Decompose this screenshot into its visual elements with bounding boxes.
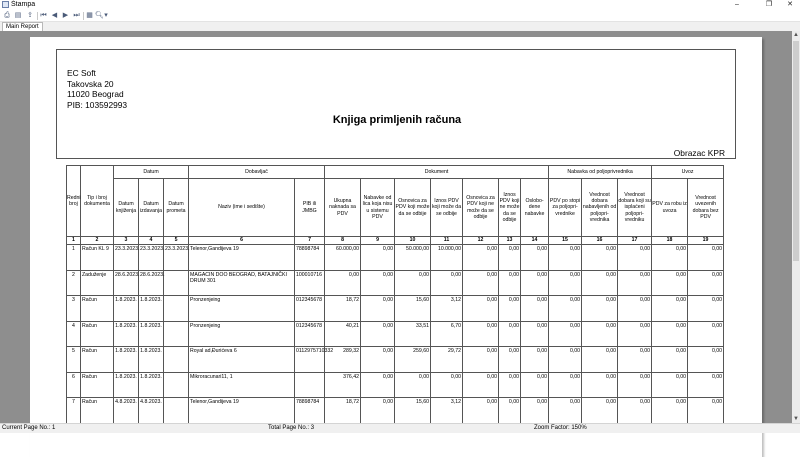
table-cell: 7: [67, 398, 81, 424]
table-cell: 0,00: [499, 321, 521, 347]
total-page-status: Total Page No.: 3: [268, 425, 315, 431]
table-cell: MAGACIN DOO BEOGRAD, BATAJNIČKI DRUM 301: [189, 270, 295, 296]
table-cell: 0,00: [652, 321, 688, 347]
prev-page-icon[interactable]: ◀: [51, 12, 58, 19]
table-cell: 1.8.2023.: [114, 347, 139, 373]
table-cell: 0,00: [688, 372, 724, 398]
table-cell: 0,00: [521, 372, 549, 398]
table-cell: Račun: [81, 398, 114, 424]
table-cell: 40,21: [325, 321, 361, 347]
table-cell: 1.8.2023.: [139, 347, 164, 373]
scrollbar-thumb[interactable]: [793, 41, 799, 261]
company-street: Takovska 20: [67, 78, 114, 89]
table-row: [67, 245, 724, 271]
table-cell: 100010716: [295, 270, 325, 296]
table-cell: 0,00: [361, 321, 395, 347]
print-setup-icon[interactable]: ▤: [14, 12, 22, 19]
table-cell: 0,00: [361, 372, 395, 398]
company-pib: PIB: 103592993: [67, 99, 128, 110]
col-header: Iznos PDV koji ne može da se odbije: [499, 179, 521, 237]
table-cell: 0,00: [395, 372, 431, 398]
col-number: 8: [325, 237, 361, 245]
table-cell: 0,00: [549, 398, 582, 424]
table-cell: 0,00: [499, 245, 521, 271]
table-cell: 0,00: [582, 245, 618, 271]
col-number: 4: [139, 237, 164, 245]
table-cell: 3,12: [431, 296, 463, 322]
table-cell: [295, 372, 325, 398]
toolbar-separator: [37, 12, 38, 20]
scroll-up-icon[interactable]: ▲: [793, 32, 799, 38]
col-header: Osnovica za PDV koji može da se odbije: [395, 179, 431, 237]
table-cell: 1.8.2023.: [114, 296, 139, 322]
table-cell: 0112975710332: [295, 347, 325, 373]
table-cell: 0,00: [582, 321, 618, 347]
col-header: Datum prometa: [164, 179, 189, 237]
table-cell: 012345678: [295, 321, 325, 347]
table-cell: 0,00: [431, 372, 463, 398]
app-icon: [2, 1, 9, 8]
table-cell: Račun: [81, 347, 114, 373]
col-number: 6: [189, 237, 295, 245]
col-number: 11: [431, 237, 463, 245]
toolbar: [0, 10, 800, 22]
table-cell: [164, 372, 189, 398]
table-cell: 6: [67, 372, 81, 398]
table-cell: 0,00: [463, 245, 499, 271]
table-cell: 33,51: [395, 321, 431, 347]
table-cell: 0,00: [361, 347, 395, 373]
table-cell: 0,00: [652, 372, 688, 398]
table-cell: 3: [67, 296, 81, 322]
col-header: Vrednost dobara nabavljenih od poljopri-vrednika: [582, 179, 618, 237]
table-cell: 289,32: [325, 347, 361, 373]
table-cell: 0,00: [549, 245, 582, 271]
form-name: Obrazac KPR: [673, 148, 725, 158]
next-page-icon[interactable]: ▶: [62, 12, 69, 19]
table-cell: 0,00: [652, 270, 688, 296]
col-number: 2: [81, 237, 114, 245]
col-header: Vrednost uvezenih dobara bez PDV: [688, 179, 724, 237]
report-header: [56, 49, 736, 159]
zoom-status: Zoom Factor: 150%: [534, 425, 587, 431]
table-cell: 0,00: [549, 372, 582, 398]
table-cell: 0,00: [361, 270, 395, 296]
table-cell: 1.8.2023.: [139, 296, 164, 322]
group-header-dobavljac: Dobavljač: [189, 166, 325, 179]
table-cell: 259,60: [395, 347, 431, 373]
table-cell: 0,00: [395, 270, 431, 296]
group-tree-icon[interactable]: ▦: [86, 12, 93, 19]
table-cell: Pronzenjeing: [189, 296, 295, 322]
table-cell: 0,00: [549, 296, 582, 322]
last-page-icon[interactable]: ⏭: [73, 12, 80, 19]
scroll-down-icon[interactable]: ▼: [793, 416, 799, 422]
tab-main-report[interactable]: Main Report: [2, 22, 43, 31]
table-row: [67, 398, 724, 424]
table-cell: 0,00: [618, 296, 652, 322]
table-cell: 0,00: [618, 321, 652, 347]
table-cell: 4: [67, 321, 81, 347]
table-cell: 78898784: [295, 398, 325, 424]
table-cell: 29,72: [431, 347, 463, 373]
col-number: 17: [618, 237, 652, 245]
col-number: 15: [549, 237, 582, 245]
table-cell: [164, 347, 189, 373]
table-cell: Zaduženje: [81, 270, 114, 296]
table-cell: 0,00: [582, 398, 618, 424]
table-cell: 18,72: [325, 296, 361, 322]
table-cell: [164, 270, 189, 296]
table-cell: 0,00: [688, 321, 724, 347]
col-header: PDV za robu iz uvoza: [652, 179, 688, 237]
table-cell: 0,00: [499, 347, 521, 373]
current-page-status: Current Page No.: 1: [2, 425, 56, 431]
table-cell: 23.3.2023.: [114, 245, 139, 271]
table-cell: 0,00: [582, 270, 618, 296]
company-info: [67, 68, 127, 110]
group-header-uvoz: Uvoz: [652, 166, 724, 179]
maximize-button[interactable]: ❐: [765, 1, 773, 8]
kpr-table: [66, 165, 724, 424]
col-number: 12: [463, 237, 499, 245]
table-cell: 1: [67, 245, 81, 271]
table-cell: 1.8.2023.: [139, 372, 164, 398]
table-cell: [164, 296, 189, 322]
export-icon[interactable]: ⇪: [27, 12, 33, 19]
table-cell: 0,00: [618, 245, 652, 271]
col-header: Vrednost dobara koji su isplaćeni poljopri-vredniku: [618, 179, 652, 237]
table-cell: 18,72: [325, 398, 361, 424]
table-cell: 15,60: [395, 296, 431, 322]
col-number: 5: [164, 237, 189, 245]
table-cell: 1.8.2023.: [114, 321, 139, 347]
table-cell: 15,60: [395, 398, 431, 424]
table-row: [67, 372, 724, 398]
table-cell: 28.6.2023.: [139, 270, 164, 296]
minimize-button[interactable]: –: [735, 1, 739, 8]
table-cell: 0,00: [521, 398, 549, 424]
group-header-nabavka: Nabavka od poljoprivrednika: [549, 166, 652, 179]
table-cell: 012345678: [295, 296, 325, 322]
table-cell: 0,00: [521, 296, 549, 322]
table-cell: 0,00: [618, 347, 652, 373]
table-cell: Pronzenjeing: [189, 321, 295, 347]
col-number: 13: [499, 237, 521, 245]
table-cell: Telenor,Gandijeva 19: [189, 245, 295, 271]
table-cell: 50.000,00: [395, 245, 431, 271]
first-page-icon[interactable]: ⏮: [40, 12, 47, 19]
table-cell: 0,00: [688, 296, 724, 322]
table-cell: 0,00: [431, 270, 463, 296]
zoom-icon[interactable]: 🔍︎: [95, 12, 104, 19]
col-header: Iznos PDV koji može da se odbije: [431, 179, 463, 237]
col-number: 1: [67, 237, 81, 245]
table-cell: Račun: [81, 372, 114, 398]
table-row: [67, 270, 724, 296]
table-row: [67, 296, 724, 322]
group-header-datum: Datum: [114, 166, 189, 179]
table-cell: 0,00: [618, 398, 652, 424]
zoom-dropdown-icon[interactable]: ▾: [104, 12, 108, 19]
toolbar-separator: [83, 12, 84, 20]
vertical-scrollbar[interactable]: [792, 31, 800, 423]
col-number: 10: [395, 237, 431, 245]
col-header: Datum knjiženja: [114, 179, 139, 237]
col-number: 18: [652, 237, 688, 245]
table-cell: Mikroracunari11, 1: [189, 372, 295, 398]
table-cell: 1.8.2023.: [114, 372, 139, 398]
table-cell: 0,00: [688, 245, 724, 271]
table-cell: 78898784: [295, 245, 325, 271]
table-cell: 0,00: [463, 321, 499, 347]
col-header: Oslobo-dene nabavke: [521, 179, 549, 237]
col-header: Tip i broj dokumenta: [81, 166, 114, 237]
table-cell: [164, 398, 189, 424]
table-cell: 0,00: [582, 296, 618, 322]
group-header-dokument: Dokument: [325, 166, 549, 179]
table-cell: 0,00: [652, 245, 688, 271]
table-cell: 28.6.2023.: [114, 270, 139, 296]
report-title: Knjiga primljenih računa: [332, 114, 462, 126]
table-cell: 0,00: [549, 270, 582, 296]
col-number: 7: [295, 237, 325, 245]
col-header: Nabavke od lica koja nisu u sistemu PDV: [361, 179, 395, 237]
table-cell: 0,00: [499, 372, 521, 398]
table-cell: 10.000,00: [431, 245, 463, 271]
col-header: Osnovica za PDV koji ne može da se odbije: [463, 179, 499, 237]
table-cell: 3,12: [431, 398, 463, 424]
table-cell: 0,00: [688, 398, 724, 424]
report-page: [30, 37, 762, 457]
table-cell: Račun KL 9: [81, 245, 114, 271]
table-row: [67, 321, 724, 347]
col-number: 9: [361, 237, 395, 245]
table-cell: 0,00: [463, 372, 499, 398]
tab-bar: [0, 22, 800, 31]
table-cell: 0,00: [521, 245, 549, 271]
table-cell: 0,00: [463, 270, 499, 296]
table-cell: 0,00: [521, 270, 549, 296]
table-cell: 0,00: [618, 270, 652, 296]
table-cell: 0,00: [463, 347, 499, 373]
table-cell: 0,00: [652, 398, 688, 424]
col-header: Ukupna naknada sa PDV: [325, 179, 361, 237]
table-cell: 0,00: [688, 270, 724, 296]
table-cell: 5: [67, 347, 81, 373]
col-header: Redni broj: [67, 166, 81, 237]
col-number: 3: [114, 237, 139, 245]
table-cell: 0,00: [521, 321, 549, 347]
table-cell: 0,00: [688, 347, 724, 373]
table-cell: 0,00: [463, 296, 499, 322]
table-cell: 23.3.2023.: [139, 245, 164, 271]
table-cell: 0,00: [618, 372, 652, 398]
table-cell: Royal ad,Đurićeva 6: [189, 347, 295, 373]
title-bar: [0, 0, 800, 10]
table-cell: 0,00: [652, 296, 688, 322]
table-cell: 0,00: [521, 347, 549, 373]
table-cell: [164, 321, 189, 347]
close-button[interactable]: ✕: [787, 1, 793, 8]
table-cell: 6,70: [431, 321, 463, 347]
table-cell: Račun: [81, 321, 114, 347]
table-cell: 4.8.2023.: [114, 398, 139, 424]
col-header: Datum izdavanja: [139, 179, 164, 237]
table-cell: 0,00: [499, 296, 521, 322]
table-cell: Račun: [81, 296, 114, 322]
company-name: EC Soft: [67, 68, 96, 78]
table-row: [67, 347, 724, 373]
table-cell: 0,00: [361, 245, 395, 271]
table-cell: 1.8.2023.: [139, 321, 164, 347]
table-cell: 60.000,00: [325, 245, 361, 271]
table-cell: 2: [67, 270, 81, 296]
table-cell: 0,00: [325, 270, 361, 296]
table-cell: 0,00: [582, 347, 618, 373]
table-cell: 0,00: [361, 398, 395, 424]
col-header: PDV po stopi za poljopri-vrednike: [549, 179, 582, 237]
table-cell: 0,00: [549, 347, 582, 373]
col-number: 14: [521, 237, 549, 245]
table-cell: Telenor,Gandijeva 19: [189, 398, 295, 424]
report-viewport[interactable]: [0, 31, 792, 423]
table-cell: 376,42: [325, 372, 361, 398]
window-title: Štampa: [11, 1, 36, 8]
table-cell: 0,00: [549, 321, 582, 347]
company-city: 11020 Beograd: [67, 89, 124, 99]
col-header: Naziv (ime i sedište): [189, 179, 295, 237]
table-cell: 0,00: [463, 398, 499, 424]
print-icon[interactable]: ⎙: [4, 12, 10, 19]
table-cell: 0,00: [582, 372, 618, 398]
table-cell: 0,00: [361, 296, 395, 322]
col-number: 19: [688, 237, 724, 245]
table-cell: 23.3.2023.: [164, 245, 189, 271]
table-cell: 4.8.2023.: [139, 398, 164, 424]
table-cell: 0,00: [499, 270, 521, 296]
table-cell: 0,00: [652, 347, 688, 373]
col-number: 16: [582, 237, 618, 245]
table-cell: 0,00: [499, 398, 521, 424]
status-bar: [0, 423, 800, 433]
col-header: PIB ili JMBG: [295, 179, 325, 237]
